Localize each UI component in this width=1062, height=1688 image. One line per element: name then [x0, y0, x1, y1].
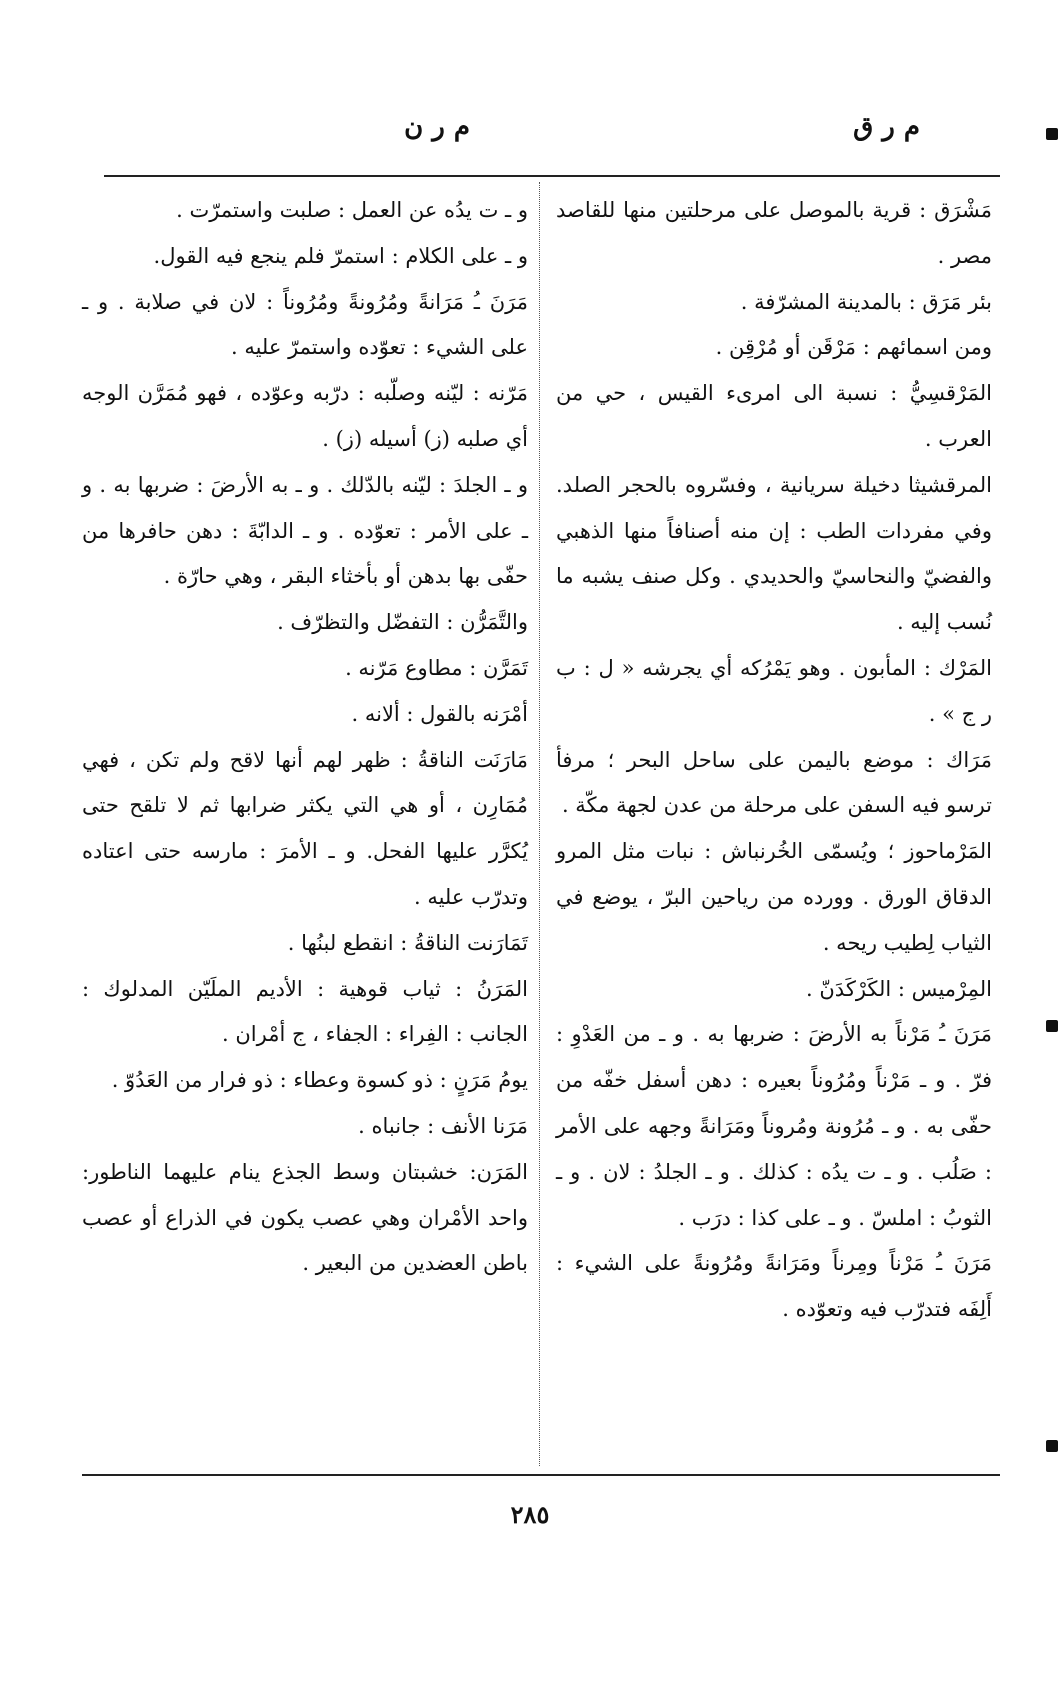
entry: و ـ الجلدَ : ليّنه بالدّلك . و ـ به الأرضَ : ضربها به . و ـ على الأمر : تعوّده . و ـ الدابّةَ : دهن حافرها من حفّى بها بدهن أو بأخثاء البقر ، وهي حارّة .	[82, 472, 528, 589]
header-root-right	[700, 112, 960, 142]
entry: مَرّنه : ليّنه وصلّبه : درّبه وعوّده ، فهو مُمَرَّن الوجه أي صلبه (ز) أسيله (ز) .	[82, 381, 528, 451]
entry: مَرَاك : موضع باليمن على ساحل البحر ؛ مرفأ ترسو فيه السفن على مرحلة من عدن لجهة مكّة .	[556, 747, 992, 818]
entry: المَرْقسِيُّ : نسبة الى امرىء القيس ، حي من العرب .	[556, 381, 992, 451]
entry: المرقشيثا دخيلة سريانية ، وفسّروه بالحجر الصلد. وفي مفردات الطب : إن منه أصنافاً منها الذهبي والفضيّ والنحاسيّ والحديدي . وكل صنف يشبه ما نُسب إليه .	[556, 472, 992, 635]
entry: مَرَنَ ـُ مَرْناً به الأرضَ : ضربها به . و ـ من العَدْوِ : فرّ . و ـ مَرْناً ومُرُوناً بعيره : دهن أسفل خفّه من حفّى به . و ـ مُرُونة ومُروناً ومَرَانةً وجهه على الأمر : صَلُب . و ـ ت يدُه : كذلك . و ـ الجلدُ : لان . و ـ الثوبُ : املسّ . و ـ على كذا : درَب .	[556, 1022, 992, 1230]
entry: مَرَنَ ـُ مَرَانةً ومُرُونةً ومُرُوناً : لان في صلابة . و ـ على الشيء : تعوّده واستمرّ عليه .	[82, 289, 528, 360]
entry: والتَّمَرُّن : التفضّل والتظرّف .	[277, 610, 528, 635]
left-column	[82, 188, 528, 1287]
entry: مَرَنَ ـُ مَرْناً ومِرناً ومَرَانةً ومُرُونةً على الشيء : أَلِفَه فتدرّب فيه وتعوّده .	[556, 1251, 992, 1322]
entry: المَرَن: خشبتان وسط الجذع ينام عليهما الناطور: واحد الأمْران وهي عصب يكون في الذراع أو عصب باطن العضدين من البعير .	[82, 1159, 528, 1276]
entry: مَشْرَق : قرية بالموصل على مرحلتين منها للقاصد مصر .	[556, 198, 992, 268]
entry: ومن اسمائهم : مَرْقَن أو مُرْقِن .	[715, 335, 992, 360]
entry: المَرَنُ : ثياب قوهية : الأديم الملَيّن المدلوك : الجانب : الفِراء : الجفاء ، ج أمْران .	[82, 976, 528, 1047]
entry: المَرْك : المأبون . وهو يَمْرُكه أي يجرشه « ل : ب ر ج » .	[556, 655, 992, 726]
bottom-rule	[82, 1474, 1000, 1476]
top-rule	[104, 175, 1000, 177]
entry: المِرْميس : الكَرْكَدَنّ .	[806, 976, 992, 1001]
entry: يومُ مَرَنٍ : ذو كسوة وعطاء : ذو فرار من العَدُوّ .	[111, 1068, 528, 1093]
entry: تَمَرَّن : مطاوع مَرّنه .	[345, 655, 528, 680]
edge-mark-icon	[1046, 1020, 1058, 1032]
entry: مَارَنَت الناقةُ : ظهر لهم أنها لاقح ولم تكن ، فهي مُمَارِن ، أو هي التي يكثر ضرابها ثم لا تلقح حتى يُكرَّر عليها الفحل. و ـ الأمرَ : مارسه حتى اعتاده وتدرّب عليه .	[82, 747, 528, 909]
entry: أمْرَنه بالقول : ألانه .	[351, 701, 528, 726]
entry: تَمَارَنت الناقةُ : انقطع لبنُها .	[287, 930, 528, 955]
entry: و ـ على الكلام : استمرّ فلم ينجع فيه القول.	[153, 243, 528, 268]
entry: و ـ ت يدُه عن العمل : صلبت واستمرّت .	[176, 198, 528, 222]
header-root-right-text: م ر ق	[853, 112, 920, 142]
edge-mark-icon	[1046, 128, 1058, 140]
entry: بئر مَرَق : بالمدينة المشرّفة .	[740, 289, 992, 314]
header-root-left-text: م ر ن	[404, 112, 470, 142]
entry: المَرْماحوز ؛ ويُسمّى الخُرنباش : نبات مثل المرو الدقاق الورق . وورده من رياحين البرّ ، يوضع في الثياب لِطيب ريحه .	[556, 839, 992, 955]
page-number: ٢٨٥	[510, 1500, 550, 1529]
entry: مَرَنا الأنف : جانباه .	[358, 1113, 528, 1138]
header-root-left	[210, 112, 470, 142]
edge-mark-icon	[1046, 1440, 1058, 1452]
right-column	[556, 188, 992, 1333]
column-divider	[539, 182, 540, 1466]
